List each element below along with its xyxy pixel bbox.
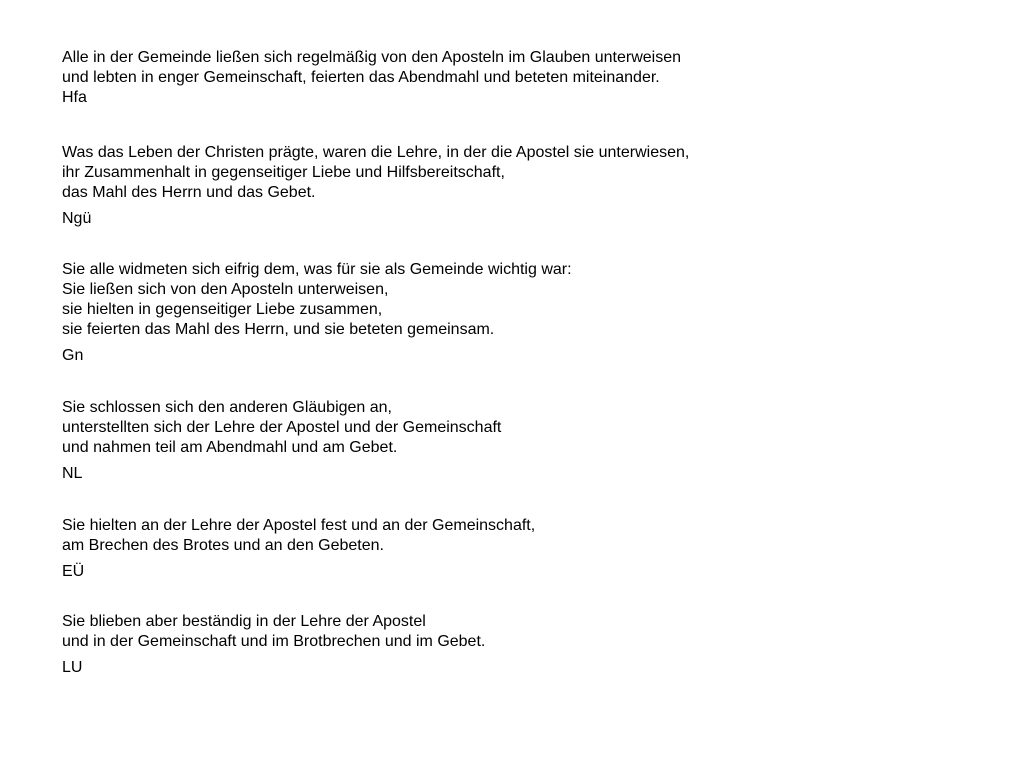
passage-line: Sie ließen sich von den Aposteln unterweisen, (62, 281, 389, 298)
passage-line: und nahmen teil am Abendmahl und am Gebet. (62, 439, 398, 456)
passage-line: sie feierten das Mahl des Herrn, und sie beteten gemeinsam. (62, 321, 495, 338)
translation-source: Gn (62, 347, 84, 364)
passage-gn (62, 260, 572, 366)
passage-line: am Brechen des Brotes und an den Gebeten. (62, 537, 384, 554)
passage-hfa (62, 48, 681, 108)
passage-line: Sie alle widmeten sich eifrig dem, was für sie als Gemeinde wichtig war: (62, 261, 572, 278)
passage-line: und lebten in enger Gemeinschaft, feierten das Abendmahl und beteten miteinander. (62, 69, 660, 86)
passage-line: Sie blieben aber beständig in der Lehre der Apostel (62, 613, 426, 630)
passage-line: das Mahl des Herrn und das Gebet. (62, 184, 316, 201)
translation-source: Ngü (62, 210, 92, 227)
passage-lu (62, 612, 485, 678)
passage-line: Was das Leben der Christen prägte, waren die Lehre, in der die Apostel sie unterwiesen, (62, 144, 690, 161)
passage-ngu (62, 143, 689, 229)
passage-line: Alle in der Gemeinde ließen sich regelmäßig von den Aposteln im Glauben unterweisen (62, 49, 682, 66)
passage-line: ihr Zusammenhalt in gegenseitiger Liebe und Hilfsbereitschaft, (62, 164, 505, 181)
translation-source: Hfa (62, 89, 87, 106)
passage-line: Sie schlossen sich den anderen Gläubigen an, (62, 399, 392, 416)
translation-source: LU (62, 659, 83, 676)
translation-source: EÜ (62, 563, 85, 580)
passage-line: und in der Gemeinschaft und im Brotbrechen und im Gebet. (62, 633, 486, 650)
passage-line: unterstellten sich der Lehre der Apostel und der Gemeinschaft (62, 419, 502, 436)
passage-line: Sie hielten an der Lehre der Apostel fest und an der Gemeinschaft, (62, 517, 536, 534)
translation-source: NL (62, 465, 83, 482)
passage-eu (62, 516, 535, 582)
passage-line: sie hielten in gegenseitiger Liebe zusammen, (62, 301, 383, 318)
passage-nl (62, 398, 501, 484)
